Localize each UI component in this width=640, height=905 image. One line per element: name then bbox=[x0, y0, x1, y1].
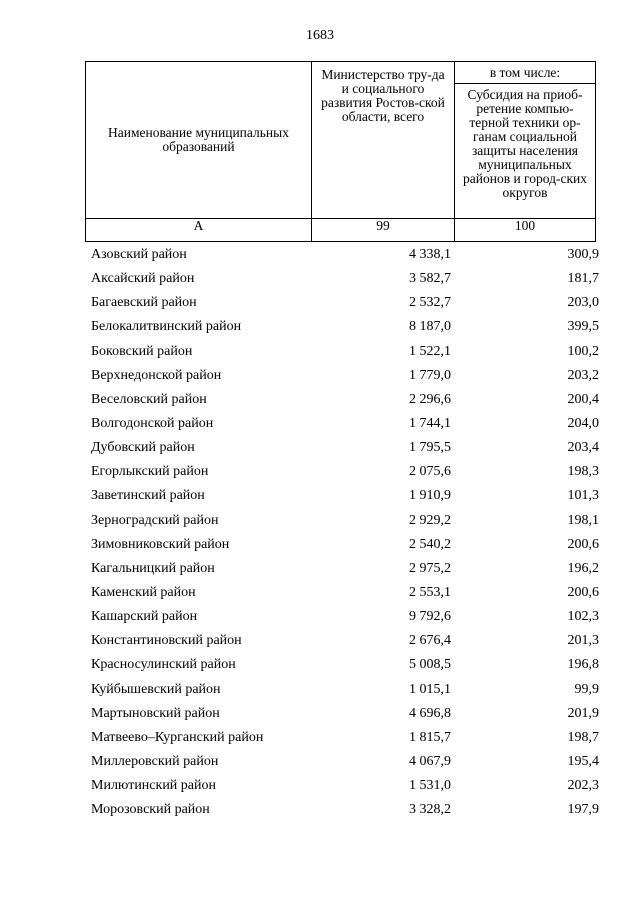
subsidy-value: 203,4 bbox=[567, 440, 599, 456]
district-name: Матвеево–Курганский район bbox=[91, 729, 264, 745]
district-name: Веселовский район bbox=[91, 391, 207, 407]
table-row bbox=[91, 728, 599, 752]
district-name: Куйбышевский район bbox=[91, 681, 221, 697]
district-name: Боковский район bbox=[91, 343, 193, 359]
table-row bbox=[91, 269, 599, 293]
table-row bbox=[91, 462, 599, 486]
subsidy-value: 198,3 bbox=[567, 464, 599, 480]
district-name: Милютинский район bbox=[91, 778, 217, 794]
district-name: Мартыновский район bbox=[91, 705, 220, 721]
total-value: 4 067,9 bbox=[409, 753, 451, 769]
subsidy-value: 399,5 bbox=[567, 319, 599, 335]
code-100: 100 bbox=[455, 219, 596, 242]
subsidy-value: 203,2 bbox=[567, 367, 599, 383]
table-row bbox=[91, 583, 599, 607]
total-value: 1 910,9 bbox=[409, 488, 451, 504]
page-number: 1683 bbox=[306, 28, 334, 43]
table-row bbox=[91, 704, 599, 728]
total-value: 2 553,1 bbox=[409, 584, 451, 600]
total-value: 3 328,2 bbox=[409, 802, 451, 818]
total-value: 2 532,7 bbox=[409, 295, 451, 311]
district-name: Каменский район bbox=[91, 584, 196, 600]
total-value: 4 338,1 bbox=[409, 247, 451, 262]
district-name: Азовский район bbox=[91, 247, 187, 262]
total-value: 2 540,2 bbox=[409, 536, 451, 552]
district-name: Миллеровский район bbox=[91, 753, 219, 769]
subsidy-value: 100,2 bbox=[567, 343, 599, 359]
district-name: Верхнедонской район bbox=[91, 367, 222, 383]
district-name: Константиновский район bbox=[91, 633, 242, 649]
header-including-label: в том числе: bbox=[489, 64, 561, 80]
table-row bbox=[91, 414, 599, 438]
total-value: 1 522,1 bbox=[409, 343, 451, 359]
table-row bbox=[91, 317, 599, 341]
table-header bbox=[85, 61, 596, 242]
table-row bbox=[91, 342, 599, 366]
district-name: Зимовниковский район bbox=[91, 536, 230, 552]
header-ministry-column bbox=[312, 62, 455, 219]
total-value: 1 744,1 bbox=[409, 415, 451, 431]
subsidy-value: 200,4 bbox=[567, 391, 599, 407]
table-row bbox=[91, 607, 599, 631]
header-code-row bbox=[86, 219, 596, 242]
subsidy-value: 101,3 bbox=[567, 488, 599, 504]
table-body bbox=[91, 245, 599, 824]
table-row bbox=[91, 559, 599, 583]
subsidy-value: 197,9 bbox=[567, 802, 599, 818]
table-row bbox=[91, 631, 599, 655]
subsidy-value: 195,4 bbox=[567, 753, 599, 769]
subsidy-value: 196,8 bbox=[567, 657, 599, 673]
total-value: 2 075,6 bbox=[409, 464, 451, 480]
subsidy-value: 181,7 bbox=[567, 271, 599, 287]
district-name: Заветинский район bbox=[91, 488, 205, 504]
total-value: 2 975,2 bbox=[409, 560, 451, 576]
district-name: Дубовский район bbox=[91, 440, 195, 456]
table-row bbox=[91, 752, 599, 776]
total-value: 1 779,0 bbox=[409, 367, 451, 383]
header-ministry-label: Министерство тру-да и социального развития Ростов-ской области, всего bbox=[321, 67, 445, 124]
header-subsidy-column bbox=[455, 84, 596, 219]
total-value: 1 815,7 bbox=[409, 729, 451, 745]
total-value: 4 696,8 bbox=[409, 705, 451, 721]
total-value: 5 008,5 bbox=[409, 657, 451, 673]
table-row bbox=[91, 680, 599, 704]
subsidy-value: 201,3 bbox=[567, 633, 599, 649]
subsidy-value: 200,6 bbox=[567, 536, 599, 552]
total-value: 2 676,4 bbox=[409, 633, 451, 649]
subsidy-value: 198,1 bbox=[567, 512, 599, 528]
subsidy-value: 198,7 bbox=[567, 729, 599, 745]
table-row bbox=[91, 655, 599, 679]
total-value: 9 792,6 bbox=[409, 609, 451, 625]
subsidy-value: 201,9 bbox=[567, 705, 599, 721]
district-name: Кашарский район bbox=[91, 609, 198, 625]
total-value: 8 187,0 bbox=[409, 319, 451, 335]
district-name: Зерноградский район bbox=[91, 512, 219, 528]
table-row bbox=[91, 390, 599, 414]
total-value: 3 582,7 bbox=[409, 271, 451, 287]
total-value: 2 929,2 bbox=[409, 512, 451, 528]
total-value: 1 015,1 bbox=[409, 681, 451, 697]
total-value: 1 531,0 bbox=[409, 778, 451, 794]
subsidy-value: 204,0 bbox=[567, 415, 599, 431]
total-value: 2 296,6 bbox=[409, 391, 451, 407]
subsidy-value: 102,3 bbox=[567, 609, 599, 625]
district-name: Красносулинский район bbox=[91, 657, 236, 673]
district-name: Волгодонской район bbox=[91, 415, 214, 431]
district-name: Белокалитвинский район bbox=[91, 319, 242, 335]
header-name-label: Наименование муниципальных образований bbox=[108, 125, 289, 154]
subsidy-value: 300,9 bbox=[567, 247, 599, 262]
table-row bbox=[91, 366, 599, 390]
table-row bbox=[91, 511, 599, 535]
district-name: Багаевский район bbox=[91, 295, 197, 311]
subsidy-value: 202,3 bbox=[567, 778, 599, 794]
table-row bbox=[91, 486, 599, 510]
table-row bbox=[91, 293, 599, 317]
code-99: 99 bbox=[312, 219, 455, 242]
total-value: 1 795,5 bbox=[409, 440, 451, 456]
subsidy-value: 203,0 bbox=[567, 295, 599, 311]
district-name: Егорлыкский район bbox=[91, 464, 209, 480]
table-row bbox=[91, 438, 599, 462]
table-row bbox=[91, 776, 599, 800]
district-name: Кагальницкий район bbox=[91, 560, 215, 576]
district-name: Морозовский район bbox=[91, 802, 210, 818]
header-name-column bbox=[86, 62, 312, 219]
header-subsidy-label: Субсидия на приоб-ретение компью-терной техники ор-ганам социальной защиты населения муниципальных районов и город-ских округов bbox=[463, 87, 587, 200]
table-row bbox=[91, 800, 599, 824]
table-row bbox=[91, 245, 599, 269]
district-name: Аксайский район bbox=[91, 271, 195, 287]
code-a: А bbox=[86, 219, 312, 242]
subsidy-value: 196,2 bbox=[567, 560, 599, 576]
header-including bbox=[455, 62, 596, 84]
table-row bbox=[91, 535, 599, 559]
subsidy-value: 200,6 bbox=[567, 584, 599, 600]
subsidy-value: 99,9 bbox=[574, 681, 599, 697]
